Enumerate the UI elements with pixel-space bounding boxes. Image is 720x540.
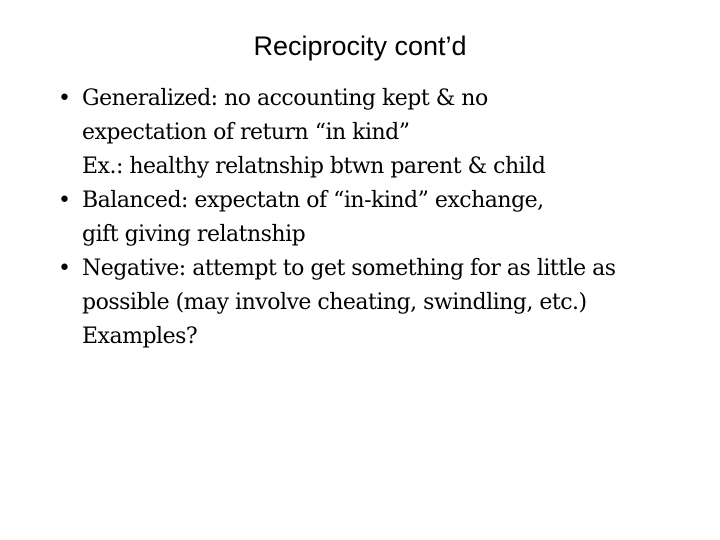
bullet-line: expectation of return “in kind” xyxy=(82,120,410,145)
bullet-marker-icon: • xyxy=(58,86,71,111)
bullet-line: Balanced: expectatn of “in-kind” exchange, xyxy=(82,188,544,213)
bullet-line: gift giving relatnship xyxy=(82,222,306,247)
bullet-marker-icon: • xyxy=(58,188,71,213)
bullet-line: Ex.: healthy relatnship btwn parent & child xyxy=(82,154,546,179)
slide-title: Reciprocity cont’d xyxy=(253,31,467,61)
bullet-line: Examples? xyxy=(82,324,198,349)
bullet-item-negative xyxy=(58,252,708,354)
bullet-line: possible (may involve cheating, swindling, etc.) xyxy=(82,290,587,315)
bullet-item-balanced xyxy=(58,184,708,252)
bullet-line: Generalized: no accounting kept & no xyxy=(82,86,488,111)
bullet-line: Negative: attempt to get something for as little as xyxy=(82,256,616,281)
bullet-marker-icon: • xyxy=(58,256,71,281)
bullet-list xyxy=(58,82,708,354)
bullet-item-generalized xyxy=(58,82,708,184)
